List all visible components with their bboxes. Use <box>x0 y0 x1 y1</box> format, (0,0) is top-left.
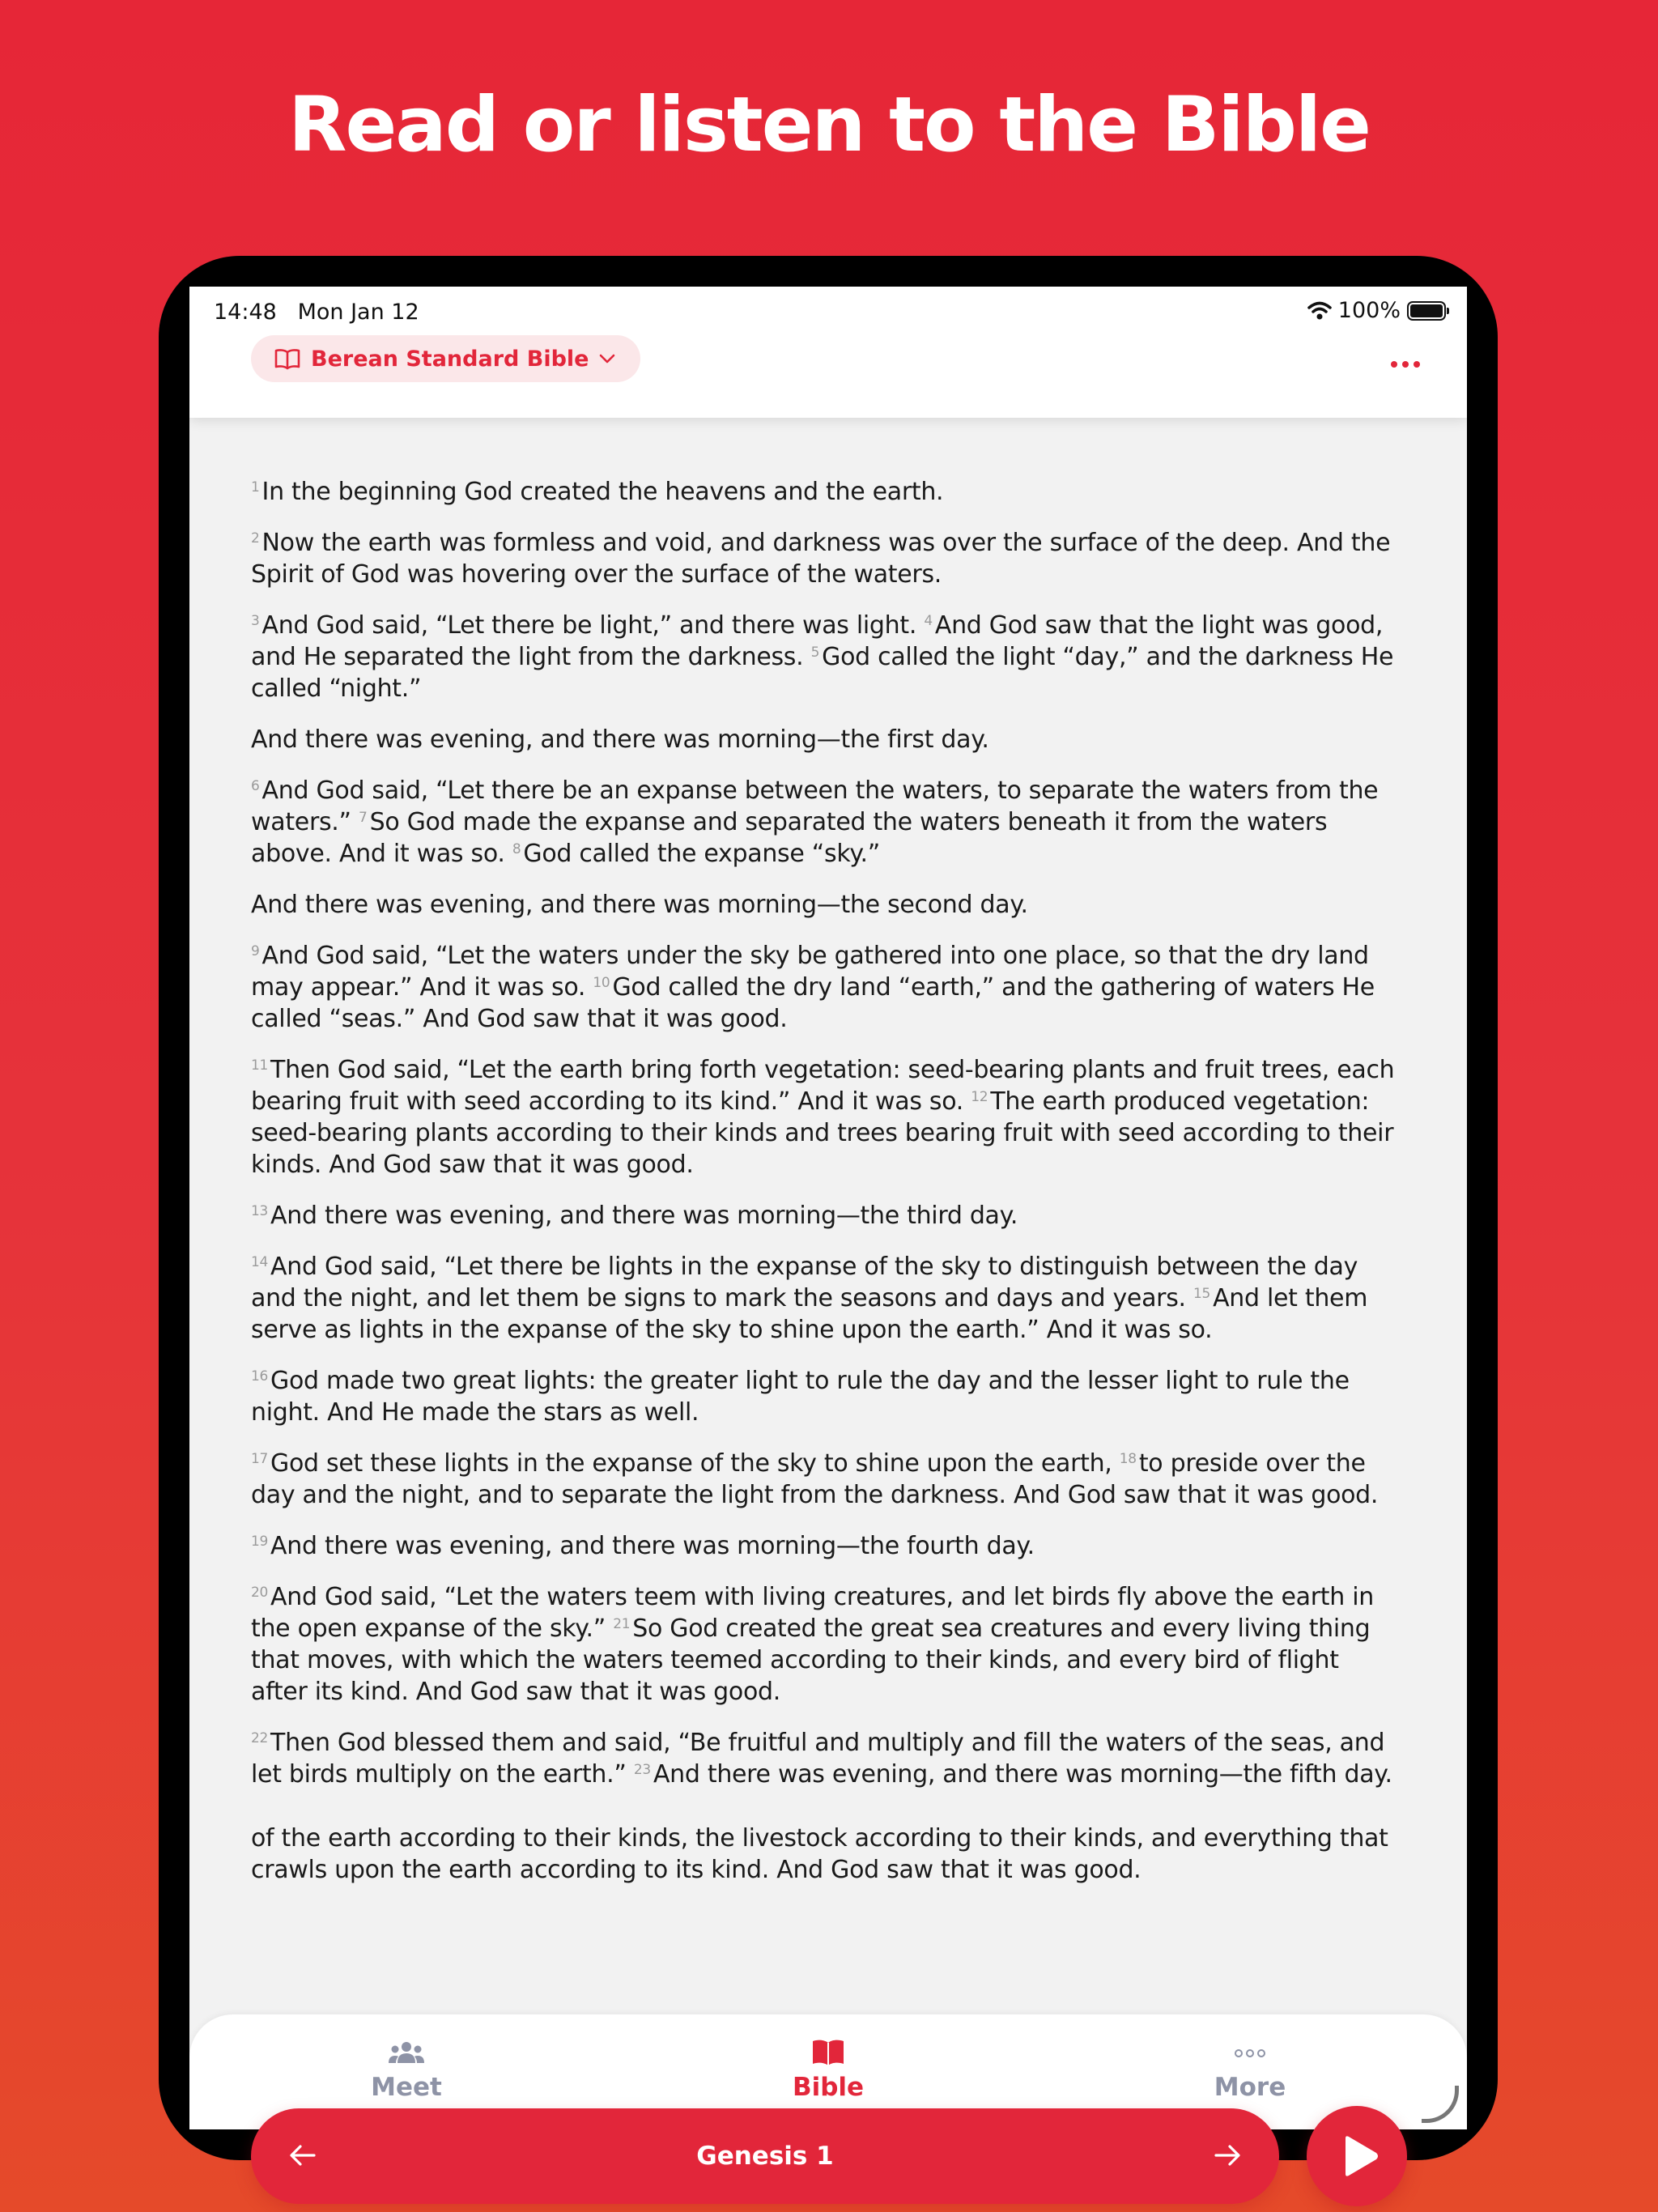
verse-text[interactable]: And there was evening, and there was morning—the fourth day. <box>270 1532 1035 1560</box>
verse-number: 18 <box>1119 1451 1137 1467</box>
verse-text[interactable]: And let them serve as lights in the expanse of the sky to shine upon the earth.” And it was so. <box>251 1284 1368 1344</box>
verse-text[interactable]: Then God blessed them and said, “Be fruitful and multiply and fill the waters of the seas, and let birds multiply on the earth.” <box>251 1729 1385 1789</box>
verse-paragraph <box>251 775 1401 870</box>
verse-number: 14 <box>251 1254 269 1270</box>
verse-paragraph <box>251 1727 1401 1790</box>
verse-text[interactable]: And there was evening, and there was morning—the fifth day. <box>653 1760 1392 1789</box>
verse-text[interactable]: So God made the expanse and separated the waters beneath it from the waters above. And it was so. <box>251 808 1328 868</box>
verse-number: 10 <box>593 975 610 991</box>
verse-text[interactable]: In the beginning God created the heavens and the earth. <box>261 478 944 506</box>
verse-paragraph-partial: of the earth according to their kinds, the livestock according to their kinds, and everything that crawls upon the earth according to its kind. And God saw that it was good. <box>251 1824 1388 1884</box>
verse-paragraph <box>251 940 1401 1035</box>
verse-text[interactable]: And there was evening, and there was morning—the third day. <box>270 1202 1018 1230</box>
verse-text[interactable]: And God said, “Let there be lights in the expanse of the sky to distinguish between the day and the night, and let them be signs to mark the seasons and days and years. <box>251 1253 1358 1312</box>
tab-bible-label: Bible <box>792 2073 865 2102</box>
tab-more-label: More <box>1214 2073 1286 2102</box>
scripture-text <box>251 476 1401 1905</box>
status-date: Mon Jan 12 <box>297 300 419 325</box>
chapter-title[interactable]: Genesis 1 <box>696 2142 834 2171</box>
more-horizontal-icon <box>1234 2048 1266 2058</box>
status-bar-time <box>214 300 419 325</box>
verse-number: 11 <box>251 1057 269 1074</box>
verse-number: 8 <box>512 841 521 857</box>
wifi-icon <box>1307 301 1332 321</box>
verse-number: 7 <box>359 810 368 826</box>
verse-paragraph <box>251 1200 1401 1231</box>
tab-meet[interactable] <box>325 2035 487 2102</box>
verse-number: 16 <box>251 1368 269 1385</box>
verse-number: 9 <box>251 943 260 959</box>
verse-number: 6 <box>251 778 260 794</box>
verse-text[interactable]: God called the light “day,” and the darkness He called “night.” <box>251 643 1394 703</box>
verse-text[interactable]: And God said, “Let the waters teem with living creatures, and let birds fly above the earth in the open expanse of the sky.” <box>251 1583 1374 1643</box>
top-bar <box>189 287 1467 418</box>
verse-text[interactable]: Then God said, “Let the earth bring forth vegetation: seed-bearing plants and fruit trees, each bearing fruit with seed according to its kind.” And it was so. <box>251 1056 1395 1116</box>
verse-paragraph <box>251 476 1401 508</box>
verse-text[interactable]: And God said, “Let the waters under the sky be gathered into one place, so that the dry land may appear.” And it was so. <box>251 942 1369 1002</box>
verse-text[interactable]: So God created the great sea creatures and every living thing that moves, with which the waters teemed according to their kinds, and every bird of flight after its kind. And God saw that it was good. <box>251 1614 1371 1706</box>
verse-number: 1 <box>251 479 260 496</box>
verse-paragraph <box>251 610 1401 704</box>
verse-number: 15 <box>1193 1286 1211 1302</box>
play-audio-button[interactable] <box>1307 2106 1407 2206</box>
verse-text[interactable]: And there was evening, and there was morning—the second day. <box>251 891 1028 919</box>
next-chapter-arrow-icon[interactable] <box>1211 2139 1244 2172</box>
status-bar-right <box>1307 298 1446 323</box>
verse-paragraph <box>251 1581 1401 1708</box>
battery-icon <box>1407 301 1446 321</box>
verse-number: 19 <box>251 1534 269 1550</box>
verse-text[interactable]: Now the earth was formless and void, and darkness was over the surface of the deep. And the Spirit of God was hovering over the surface of the waters. <box>251 529 1391 589</box>
tablet-frame <box>159 256 1498 2171</box>
verse-number: 3 <box>251 613 260 629</box>
battery-percent: 100% <box>1337 298 1401 323</box>
verse-text[interactable]: God called the expanse “sky.” <box>523 840 880 868</box>
verse-paragraph <box>251 527 1401 590</box>
app-screen <box>189 287 1467 2171</box>
verse-number: 13 <box>251 1203 269 1219</box>
verse-text[interactable]: And there was evening, and there was morning—the first day. <box>251 725 989 754</box>
verse-text[interactable]: God called the dry land “earth,” and the gathering of waters He called “seas.” And God saw that it was good. <box>251 973 1375 1033</box>
verse-paragraph <box>251 1054 1401 1180</box>
verse-paragraph <box>251 724 1401 755</box>
verse-paragraph <box>251 1251 1401 1346</box>
verse-text[interactable]: God set these lights in the expanse of the sky to shine upon the earth, <box>270 1449 1112 1478</box>
verse-number: 17 <box>251 1451 269 1467</box>
bible-version-label: Berean Standard Bible <box>311 346 589 372</box>
verse-paragraph <box>251 889 1401 921</box>
verse-text[interactable]: God made two great lights: the greater light to rule the day and the lesser light to rule the night. And He made the stars as well. <box>251 1367 1350 1427</box>
verse-number: 23 <box>633 1762 651 1778</box>
verse-text[interactable]: to preside over the day and the night, and to separate the light from the darkness. And God saw that it was good. <box>251 1449 1379 1509</box>
headline: Read or listen to the Bible <box>288 81 1370 169</box>
book-open-icon <box>274 347 301 370</box>
chevron-down-icon <box>598 353 616 364</box>
verse-number: 12 <box>971 1089 988 1105</box>
verse-text[interactable]: And God said, “Let there be light,” and there was light. <box>261 611 917 640</box>
people-icon <box>388 2040 425 2066</box>
chapter-navigation-bar <box>251 2108 1279 2204</box>
verse-paragraph <box>251 1365 1401 1428</box>
verse-number: 4 <box>924 613 933 629</box>
verse-number: 2 <box>251 530 260 547</box>
verse-paragraph <box>251 1448 1401 1511</box>
tab-bible[interactable] <box>747 2035 909 2102</box>
play-icon <box>1337 2133 1381 2179</box>
status-time: 14:48 <box>214 300 277 325</box>
more-dots-icon[interactable] <box>1391 361 1420 368</box>
verse-paragraph <box>251 1530 1401 1562</box>
verse-number: 5 <box>810 644 820 661</box>
tab-meet-label: Meet <box>371 2073 442 2102</box>
verse-number: 21 <box>613 1616 631 1632</box>
verse-text[interactable]: And God said, “Let there be an expanse between the waters, to separate the waters from the waters.” <box>251 776 1379 836</box>
tab-more[interactable] <box>1169 2035 1331 2102</box>
verse-text[interactable]: And God saw that the light was good, and He separated the light from the darkness. <box>251 611 1384 671</box>
verse-number: 22 <box>251 1730 269 1746</box>
bible-version-selector[interactable] <box>251 335 640 382</box>
bible-book-icon <box>811 2039 845 2068</box>
verse-text[interactable]: The earth produced vegetation: seed-bearing plants according to their kinds and trees bearing fruit with seed according to their kinds. And God saw that it was good. <box>251 1087 1394 1179</box>
verse-number: 20 <box>251 1585 269 1601</box>
